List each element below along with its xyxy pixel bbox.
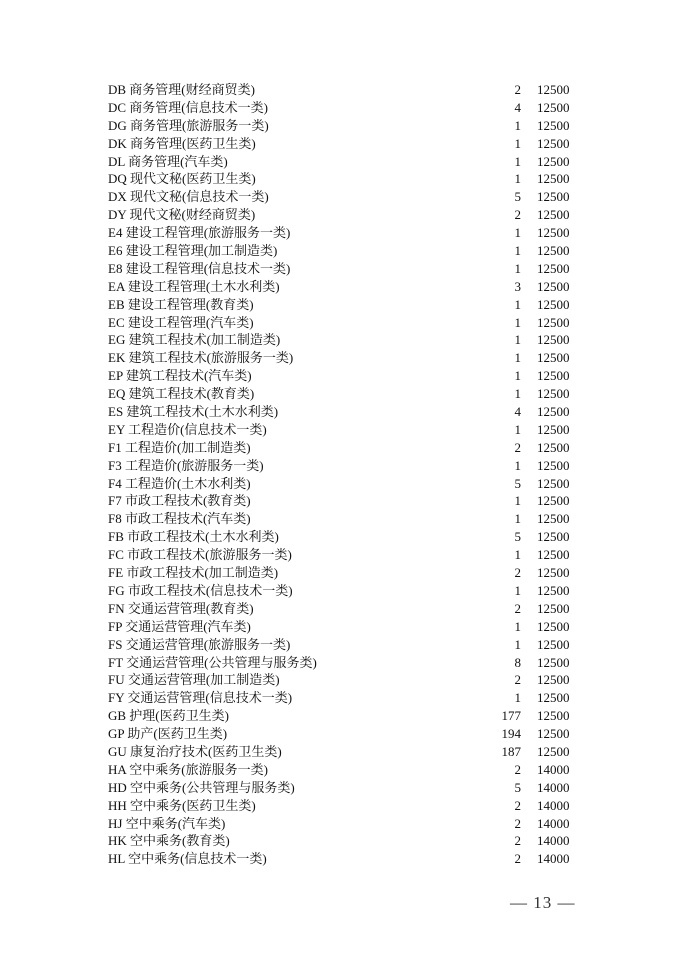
- plan-count: 2: [514, 439, 521, 455]
- major-code-and-name: F1 工程造价(加工制造类): [108, 439, 251, 455]
- major-code-and-name: EQ 建筑工程技术(教育类): [108, 386, 255, 402]
- major-code-and-name: FG 市政工程技术(信息技术一类): [108, 582, 293, 598]
- table-row: [0, 564, 680, 582]
- major-code-and-name: DX 现代文秘(信息技术一类): [108, 189, 269, 205]
- major-code-and-name: EA 建设工程管理(土木水利类): [108, 278, 280, 294]
- table-row: [0, 260, 680, 278]
- table-row: [0, 600, 680, 618]
- plan-count: 1: [514, 171, 521, 187]
- tuition-fee: 14000: [537, 779, 570, 795]
- plan-count: 3: [514, 278, 521, 294]
- table-row: [0, 475, 680, 493]
- tuition-fee: 12500: [537, 565, 570, 581]
- tuition-fee: 12500: [537, 368, 570, 384]
- table-row: [0, 403, 680, 421]
- table-row: [0, 421, 680, 439]
- major-code-and-name: FT 交通运营管理(公共管理与服务类): [108, 654, 317, 670]
- plan-count: 8: [514, 654, 521, 670]
- plan-count: 2: [514, 82, 521, 97]
- tuition-fee: 12500: [537, 636, 570, 652]
- plan-count: 5: [514, 779, 521, 795]
- tuition-fee: 12500: [537, 135, 570, 151]
- table-row: [0, 278, 680, 296]
- table-row: [0, 135, 680, 153]
- table-row: [0, 385, 680, 403]
- table-row: [0, 117, 680, 135]
- tuition-fee: 12500: [537, 493, 570, 509]
- table-row: [0, 815, 680, 833]
- tuition-fee: 12500: [537, 243, 570, 259]
- plan-count: 1: [514, 314, 521, 330]
- tuition-fee: 12500: [537, 421, 570, 437]
- table-row: [0, 636, 680, 654]
- plan-count: 2: [514, 565, 521, 581]
- tuition-fee: 12500: [537, 708, 570, 724]
- table-row: [0, 331, 680, 349]
- major-code-and-name: FS 交通运营管理(旅游服务一类): [108, 636, 291, 652]
- table-row: [0, 153, 680, 171]
- plan-count: 4: [514, 404, 521, 420]
- table-row: [0, 349, 680, 367]
- plan-count: 194: [501, 726, 521, 742]
- major-code-and-name: HH 空中乘务(医药卫生类): [108, 797, 256, 813]
- table-row: [0, 206, 680, 224]
- tuition-fee: 12500: [537, 386, 570, 402]
- major-code-and-name: E4 建设工程管理(旅游服务一类): [108, 225, 291, 241]
- major-code-and-name: FB 市政工程技术(土木水利类): [108, 529, 279, 545]
- page-number: — 13 —: [510, 893, 576, 912]
- plan-count: 2: [514, 207, 521, 223]
- plan-count: 1: [514, 386, 521, 402]
- table-row: [0, 654, 680, 672]
- tuition-fee: 12500: [537, 332, 570, 348]
- tuition-fee: 12500: [537, 207, 570, 223]
- table-row: [0, 761, 680, 779]
- tuition-fee: 12500: [537, 582, 570, 598]
- tuition-fee: 12500: [537, 153, 570, 169]
- tuition-fee: 12500: [537, 475, 570, 491]
- table-row: [0, 439, 680, 457]
- table-row: [0, 582, 680, 600]
- tuition-fee: 14000: [537, 833, 570, 849]
- table-row: [0, 99, 680, 117]
- major-code-and-name: F4 工程造价(土木水利类): [108, 475, 251, 491]
- major-code-and-name: GU 康复治疗技术(医药卫生类): [108, 743, 282, 759]
- major-code-and-name: FC 市政工程技术(旅游服务一类): [108, 547, 292, 563]
- table-row: [0, 779, 680, 797]
- table-row: [0, 367, 680, 385]
- major-code-and-name: EY 工程造价(信息技术一类): [108, 421, 267, 437]
- tuition-fee: 12500: [537, 314, 570, 330]
- major-code-and-name: F7 市政工程技术(教育类): [108, 493, 251, 509]
- table-row: [0, 314, 680, 332]
- table-row: [0, 618, 680, 636]
- tuition-fee: 12500: [537, 511, 570, 527]
- major-code-and-name: DC 商务管理(信息技术一类): [108, 99, 268, 115]
- tuition-fee: 12500: [537, 296, 570, 312]
- table-row: [0, 850, 680, 868]
- plan-count: 187: [501, 743, 521, 759]
- plan-count: 1: [514, 117, 521, 133]
- table-row: [0, 242, 680, 260]
- table-row: [0, 797, 680, 815]
- major-code-and-name: HA 空中乘务(旅游服务一类): [108, 761, 268, 777]
- tuition-fee: 12500: [537, 743, 570, 759]
- table-row: [0, 224, 680, 242]
- tuition-fee: 12500: [537, 529, 570, 545]
- table-row: [0, 457, 680, 475]
- major-code-and-name: DY 现代文秘(财经商贸类): [108, 207, 256, 223]
- tuition-fee: 12500: [537, 350, 570, 366]
- plan-count: 1: [514, 350, 521, 366]
- major-code-and-name: EB 建设工程管理(教育类): [108, 296, 254, 312]
- plan-count: 1: [514, 690, 521, 706]
- major-code-and-name: FE 市政工程技术(加工制造类): [108, 565, 279, 581]
- plan-count: 1: [514, 618, 521, 634]
- plan-count: 1: [514, 260, 521, 276]
- table-row: [0, 743, 680, 761]
- tuition-fee: 12500: [537, 654, 570, 670]
- tuition-fee: 14000: [537, 815, 570, 831]
- major-code-and-name: FY 交通运营管理(信息技术一类): [108, 690, 293, 706]
- major-code-and-name: EP 建筑工程技术(汽车类): [108, 368, 252, 384]
- major-code-and-name: GB 护理(医药卫生类): [108, 708, 229, 724]
- major-code-and-name: F3 工程造价(旅游服务一类): [108, 457, 264, 473]
- plan-count: 2: [514, 833, 521, 849]
- tuition-fee: 12500: [537, 278, 570, 294]
- major-code-and-name: FP 交通运营管理(汽车类): [108, 618, 251, 634]
- plan-count: 2: [514, 672, 521, 688]
- major-code-and-name: HL 空中乘务(信息技术一类): [108, 851, 267, 867]
- enrollment-table: [0, 81, 680, 868]
- tuition-fee: 14000: [537, 851, 570, 867]
- major-code-and-name: E8 建设工程管理(信息技术一类): [108, 260, 291, 276]
- tuition-fee: 12500: [537, 672, 570, 688]
- plan-count: 2: [514, 797, 521, 813]
- plan-count: 1: [514, 296, 521, 312]
- tuition-fee: 12500: [537, 189, 570, 205]
- plan-count: 5: [514, 189, 521, 205]
- table-row: [0, 689, 680, 707]
- table-row: [0, 832, 680, 850]
- plan-count: 5: [514, 529, 521, 545]
- plan-count: 1: [514, 511, 521, 527]
- major-code-and-name: ES 建筑工程技术(土木水利类): [108, 404, 279, 420]
- major-code-and-name: EC 建设工程管理(汽车类): [108, 314, 254, 330]
- table-row: [0, 546, 680, 564]
- major-code-and-name: HK 空中乘务(教育类): [108, 833, 230, 849]
- tuition-fee: 12500: [537, 82, 570, 97]
- tuition-fee: 14000: [537, 797, 570, 813]
- plan-count: 1: [514, 153, 521, 169]
- major-code-and-name: DQ 现代文秘(医药卫生类): [108, 171, 256, 187]
- plan-count: 1: [514, 243, 521, 259]
- table-row: [0, 528, 680, 546]
- tuition-fee: 12500: [537, 600, 570, 616]
- plan-count: 1: [514, 368, 521, 384]
- tuition-fee: 12500: [537, 225, 570, 241]
- plan-count: 1: [514, 135, 521, 151]
- plan-count: 1: [514, 582, 521, 598]
- plan-count: 1: [514, 421, 521, 437]
- plan-count: 177: [501, 708, 521, 724]
- table-row: [0, 296, 680, 314]
- plan-count: 2: [514, 600, 521, 616]
- tuition-fee: 12500: [537, 117, 570, 133]
- plan-count: 1: [514, 547, 521, 563]
- major-code-and-name: DK 商务管理(医药卫生类): [108, 135, 256, 151]
- tuition-fee: 12500: [537, 171, 570, 187]
- plan-count: 1: [514, 225, 521, 241]
- tuition-fee: 12500: [537, 404, 570, 420]
- major-code-and-name: EG 建筑工程技术(加工制造类): [108, 332, 281, 348]
- tuition-fee: 12500: [537, 457, 570, 473]
- major-code-and-name: FU 交通运营管理(加工制造类): [108, 672, 280, 688]
- plan-count: 2: [514, 815, 521, 831]
- major-code-and-name: GP 助产(医药卫生类): [108, 726, 228, 742]
- tuition-fee: 12500: [537, 99, 570, 115]
- plan-count: 4: [514, 99, 521, 115]
- major-code-and-name: EK 建筑工程技术(旅游服务一类): [108, 350, 294, 366]
- major-code-and-name: FN 交通运营管理(教育类): [108, 600, 254, 616]
- table-row: [0, 510, 680, 528]
- major-code-and-name: HJ 空中乘务(汽车类): [108, 815, 226, 831]
- table-row: [0, 170, 680, 188]
- major-code-and-name: DB 商务管理(财经商贸类): [108, 82, 255, 97]
- tuition-fee: 12500: [537, 618, 570, 634]
- plan-count: 1: [514, 332, 521, 348]
- plan-count: 1: [514, 636, 521, 652]
- major-code-and-name: F8 市政工程技术(汽车类): [108, 511, 251, 527]
- major-code-and-name: E6 建设工程管理(加工制造类): [108, 243, 278, 259]
- table-row: [0, 492, 680, 510]
- table-row: [0, 671, 680, 689]
- tuition-fee: 12500: [537, 260, 570, 276]
- tuition-fee: 14000: [537, 761, 570, 777]
- plan-count: 1: [514, 457, 521, 473]
- tuition-fee: 12500: [537, 726, 570, 742]
- plan-count: 2: [514, 761, 521, 777]
- table-row: [0, 707, 680, 725]
- plan-count: 5: [514, 475, 521, 491]
- tuition-fee: 12500: [537, 547, 570, 563]
- major-code-and-name: DG 商务管理(旅游服务一类): [108, 117, 269, 133]
- table-row: [0, 725, 680, 743]
- major-code-and-name: HD 空中乘务(公共管理与服务类): [108, 779, 295, 795]
- plan-count: 2: [514, 851, 521, 867]
- tuition-fee: 12500: [537, 690, 570, 706]
- major-code-and-name: DL 商务管理(汽车类): [108, 153, 228, 169]
- tuition-fee: 12500: [537, 439, 570, 455]
- table-row: [0, 81, 680, 99]
- table-row: [0, 188, 680, 206]
- plan-count: 1: [514, 493, 521, 509]
